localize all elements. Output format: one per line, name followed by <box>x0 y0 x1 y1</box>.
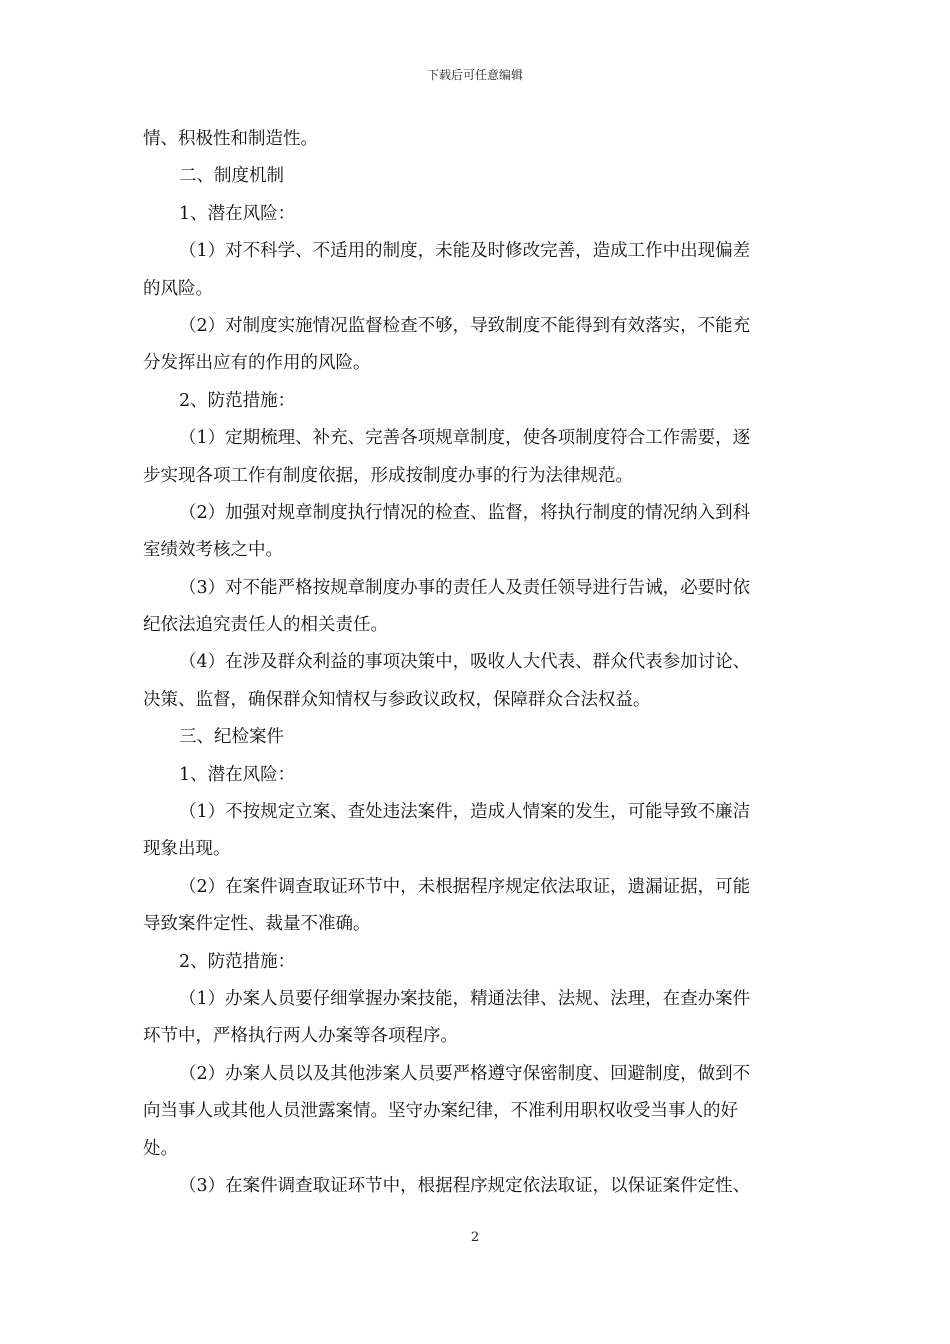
subsection-heading: 1、潜在风险： <box>179 203 296 224</box>
text-line: 纪依法追究责任人的相关责任。 <box>143 615 388 636</box>
text-line: 现象出现。 <box>143 839 231 860</box>
text-line: 情、积极性和制造性。 <box>143 129 318 149</box>
text-line: （1）不按规定立案、查处违法案件，造成人情案的发生，可能导致不廉洁 <box>179 802 751 823</box>
text-line: 决策、监督，确保群众知情权与参政议政权，保障群众合法权益。 <box>143 689 651 710</box>
text-line: （4）在涉及群众利益的事项决策中，吸收人大代表、群众代表参加讨论、 <box>179 652 751 673</box>
text-line: （1）定期梳理、补充、完善各项规章制度，使各项制度符合工作需要，逐 <box>179 428 751 449</box>
subsection-heading: 2、防范措施： <box>179 951 296 972</box>
text-line: 室绩效考核之中。 <box>143 540 283 561</box>
text-line: （3）在案件调查取证环节中，根据程序规定依法取证，以保证案件定性、 <box>179 1175 751 1196</box>
subsection-heading: 2、防范措施： <box>179 390 296 411</box>
text-line: （2）加强对规章制度执行情况的检查、监督，将执行制度的情况纳入到科 <box>179 502 751 523</box>
document-body <box>143 121 807 1205</box>
text-line: 处。 <box>143 1138 178 1159</box>
page-header: 下载后可任意编辑 <box>426 68 523 82</box>
section-heading: 二、制度机制 <box>179 166 284 187</box>
text-line: （3）对不能严格按规章制度办事的责任人及责任领导进行告诫，必要时依 <box>179 577 751 598</box>
section-heading: 三、纪检案件 <box>179 727 284 748</box>
page-number: 2 <box>470 1230 480 1245</box>
text-line: （1）对不科学、不适用的制度，未能及时修改完善，造成工作中出现偏差 <box>179 241 751 262</box>
text-line: 环节中，严格执行两人办案等各项程序。 <box>143 1026 458 1047</box>
text-line: 分发挥出应有的作用的风险。 <box>143 353 371 374</box>
text-line: （2）办案人员以及其他涉案人员要严格遵守保密制度、回避制度，做到不 <box>179 1063 751 1084</box>
text-line: 向当事人或其他人员泄露案情。坚守办案纪律，不准利用职权收受当事人的好 <box>143 1101 738 1122</box>
text-line: 的风险。 <box>143 278 213 299</box>
subsection-heading: 1、潜在风险： <box>179 764 296 785</box>
text-line: 步实现各项工作有制度依据，形成按制度办事的行为法律规范。 <box>143 465 633 486</box>
text-line: （2）在案件调查取证环节中，未根据程序规定依法取证，遗漏证据，可能 <box>179 876 751 897</box>
text-line: （2）对制度实施情况监督检查不够，导致制度不能得到有效落实，不能充 <box>179 315 751 336</box>
text-line: （1）办案人员要仔细掌握办案技能，精通法律、法规、法理，在查办案件 <box>179 988 751 1009</box>
text-line: 导致案件定性、裁量不准确。 <box>143 914 371 935</box>
